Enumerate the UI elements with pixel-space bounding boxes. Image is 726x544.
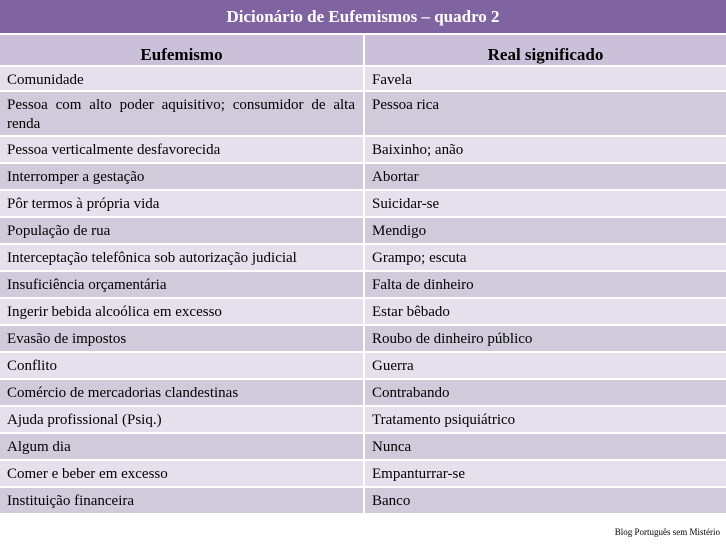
cell-significado: Empanturrar-se — [372, 466, 465, 482]
table-title: Dicionário de Eufemismos – quadro 2 — [0, 0, 726, 35]
table-row — [0, 353, 726, 380]
table-row — [0, 67, 726, 92]
blog-credit: Blog Português sem Mistério — [614, 527, 720, 537]
cell-eufemismo: Algum dia — [0, 434, 365, 459]
cell-eufemismo: Ajuda profissional (Psiq.) — [0, 407, 365, 432]
cell-significado: Tratamento psiquiátrico — [372, 412, 516, 428]
cell-significado: Contrabando — [372, 385, 450, 401]
cell-significado: Favela — [372, 72, 412, 88]
table-row — [0, 245, 726, 272]
table-row — [0, 164, 726, 191]
cell-eufemismo: Interceptação telefônica sob autorização judicial — [0, 245, 365, 270]
cell-eufemismo: População de rua — [0, 218, 365, 243]
cell-eufemismo: Ingerir bebida alcoólica em excesso — [0, 299, 365, 324]
table-row — [0, 299, 726, 326]
cell-eufemismo: Comer e beber em excesso — [0, 461, 365, 486]
cell-significado: Roubo de dinheiro público — [372, 331, 533, 347]
cell-eufemismo: Pessoa com alto poder aquisitivo; consumidor de alta renda — [0, 92, 365, 135]
table-row — [0, 272, 726, 299]
column-header-eufemismo: Eufemismo — [0, 35, 365, 65]
table-row — [0, 191, 726, 218]
cell-significado: Falta de dinheiro — [372, 277, 474, 293]
cell-eufemismo: Insuficiência orçamentária — [0, 272, 365, 297]
cell-eufemismo: Evasão de impostos — [0, 326, 365, 351]
table-row — [0, 137, 726, 164]
cell-significado: Baixinho; anão — [372, 142, 464, 158]
cell-significado: Nunca — [372, 439, 412, 455]
table-row — [0, 488, 726, 515]
cell-eufemismo: Interromper a gestação — [0, 164, 365, 189]
cell-significado: Pessoa rica — [372, 97, 440, 113]
column-header-real-significado: Real significado — [487, 45, 604, 64]
cell-significado: Guerra — [372, 358, 414, 374]
cell-significado: Grampo; escuta — [372, 250, 467, 266]
table-row — [0, 92, 726, 137]
cell-eufemismo: Pôr termos à própria vida — [0, 191, 365, 216]
table-row — [0, 380, 726, 407]
table-row — [0, 461, 726, 488]
cell-eufemismo: Comércio de mercadorias clandestinas — [0, 380, 365, 405]
table-row — [0, 407, 726, 434]
cell-eufemismo: Conflito — [0, 353, 365, 378]
cell-eufemismo: Comunidade — [0, 67, 365, 90]
table-row — [0, 218, 726, 245]
cell-significado: Suicidar-se — [372, 196, 440, 212]
cell-significado: Mendigo — [372, 223, 427, 239]
cell-eufemismo: Pessoa verticalmente desfavorecida — [0, 137, 365, 162]
cell-significado: Estar bêbado — [372, 304, 450, 320]
table-row — [0, 326, 726, 353]
table-row — [0, 434, 726, 461]
table-header-row — [0, 35, 726, 67]
cell-eufemismo: Instituição financeira — [0, 488, 365, 513]
cell-significado: Banco — [372, 493, 411, 509]
cell-significado: Abortar — [372, 169, 419, 185]
euphemism-table — [0, 35, 726, 515]
